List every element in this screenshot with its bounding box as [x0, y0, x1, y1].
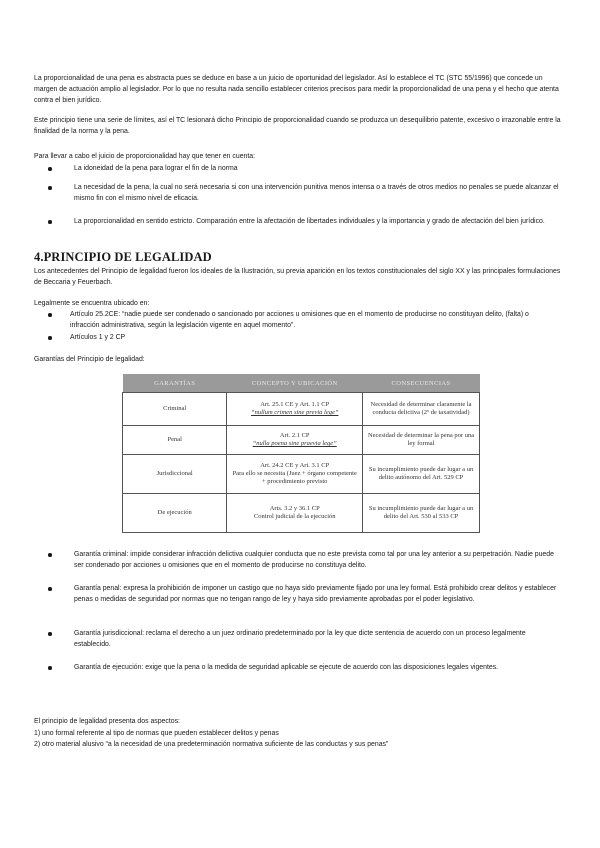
table-cell: Jurisdiccional	[123, 455, 227, 494]
list-item: Garantía jurisdiccional: reclama el derecho a un juez ordinario predeterminado por la ley que dicte sentencia de acuerdo con un proceso legalmente establecido.	[54, 628, 559, 650]
table-cell: Art. 24.2 CE y Art. 3.1 CP Para ello se necesita (Juez + órgano competente + procedimiento previsto	[227, 455, 363, 494]
section-paragraph-1: Los antecedentes del Principio de legalidad fueron los ideales de la Ilustración, su previa aparición en los textos constitucionales del siglo XX y las principales formulaciones de Beccaria y Feuerbach.	[34, 268, 561, 286]
table-cell: Penal	[123, 426, 227, 455]
list-item: La necesidad de la pena, la cual no será necesaria si con una intervención punitiva menos intensa o a través de otros medios no penales se puede alcanzar el mismo fin con el mismo nivel de eficacia.	[54, 182, 559, 204]
section-paragraph-2: Legalmente se encuentra ubicado en:	[34, 300, 150, 307]
aspects-intro: El principio de legalidad presenta dos aspectos:	[34, 718, 180, 725]
bullet-icon	[48, 553, 52, 557]
table-row	[123, 426, 480, 455]
section-paragraph-3: Garantías del Principio de legalidad:	[34, 356, 145, 363]
intro-paragraph-1: La proporcionalidad de una pena es abstracta pues se deduce en base a un juicio de oportunidad del legislador. Así lo establece el TC (STC 55/1996) que concede un margen de actuación amplio al legislador. Por lo que no resulta nada sencillo establecer criterios precisos para medir la proporcionalidad de una pena y el hecho que atenta contra el bien jurídico.	[34, 75, 559, 104]
list-item: Garantía de ejecución: exige que la pena o la medida de seguridad aplicable se ejecute de acuerdo con las disposiciones legales vigentes.	[54, 662, 559, 673]
list-item: Garantía criminal: impide considerar infracción delictiva cualquier conducta que no este prevista como tal por una ley anterior a su perpetración. Nadie puede ser condenado por acciones u omisiones que en el momento de producirse no constituya delito.	[54, 549, 559, 571]
bullet-icon	[48, 587, 52, 591]
aspect-2: 2) otro material alusivo “a la necesidad de una predeterminación normativa suficiente de las conductas y sus penas”	[34, 741, 389, 748]
list-item: Garantía penal: expresa la prohibición de imponer un castigo que no haya sido previamente fijado por una ley formal. Está prohibido crear delitos y establecer penas o medidas de seguridad por normas que no tengan rango de ley y haya sido previamente aprobadas por el poder legislativo.	[54, 583, 559, 605]
table-cell: Su incumplimiento puede dar lugar a un delito autónomo del Art. 529 CP	[363, 455, 480, 494]
list-item: Artículo 25.2CE: “nadie puede ser condenado o sancionado por acciones u omisiones que en el momento de producirse no constituyan delito, (falta) o infracción administrativa, según la legislación vigente en aquel momento”.	[54, 309, 559, 331]
guarantees-table	[122, 374, 480, 533]
bullet-icon	[48, 220, 52, 224]
bullet-icon	[48, 167, 52, 171]
list-item: La proporcionalidad en sentido estricto. Comparación entre la afectación de libertades individuales y la importancia y grado de afectación del bien jurídico.	[54, 216, 559, 227]
table-cell: Criminal	[123, 393, 227, 426]
bullet-icon	[48, 632, 52, 636]
table-cell: Arts. 3.2 y 36.1 CP Control judicial de la ejecución	[227, 494, 363, 533]
table-row	[123, 494, 480, 533]
table-cell: Necesidad de determinar claramente la conducta delictiva (2º de taxatividad)	[363, 393, 480, 426]
bullet-icon	[48, 336, 52, 340]
table-cell: Art. 2.1 CP “nulla poena sine praevia lege”	[227, 426, 363, 455]
bullet-icon	[48, 186, 52, 190]
list-item: Artículos 1 y 2 CP	[54, 332, 559, 343]
bullet-icon	[48, 313, 52, 317]
aspect-1: 1) uno formal referente al tipo de normas que pueden establecer delitos y penas	[34, 730, 279, 737]
table-row	[123, 393, 480, 426]
table-cell: Necesidad de determinar la pena por una ley formal	[363, 426, 480, 455]
intro-paragraph-2: Este principio tiene una serie de límites, así el TC lesionará dicho Principio de proporcionalidad cuando se produzca un desequilibrio patente, excesivo o irrazonable entre la finalidad de la norma y la pena.	[34, 117, 561, 135]
table-cell: De ejecución	[123, 494, 227, 533]
table-header: CONCEPTO Y UBICACIÓN	[227, 374, 363, 393]
bullet-icon	[48, 666, 52, 670]
table-header-row	[123, 374, 480, 393]
table-row	[123, 455, 480, 494]
section-heading: 4.PRINCIPIO DE LEGALIDAD	[34, 250, 212, 264]
table-cell: Su incumplimiento puede dar lugar a un delito del Art. 530 al 533 CP	[363, 494, 480, 533]
table-header: CONSECUENCIAS	[363, 374, 480, 393]
intro-paragraph-3: Para llevar a cabo el juicio de proporcionalidad hay que tener en cuenta:	[34, 153, 256, 160]
list-item: La idoneidad de la pena para lograr el fin de la norma	[54, 163, 559, 174]
table-cell: Art. 25.1 CE y Art. 1.1 CP “nullum crimen sine previa lege”	[227, 393, 363, 426]
table-header: GARANTÍAS	[123, 374, 227, 393]
